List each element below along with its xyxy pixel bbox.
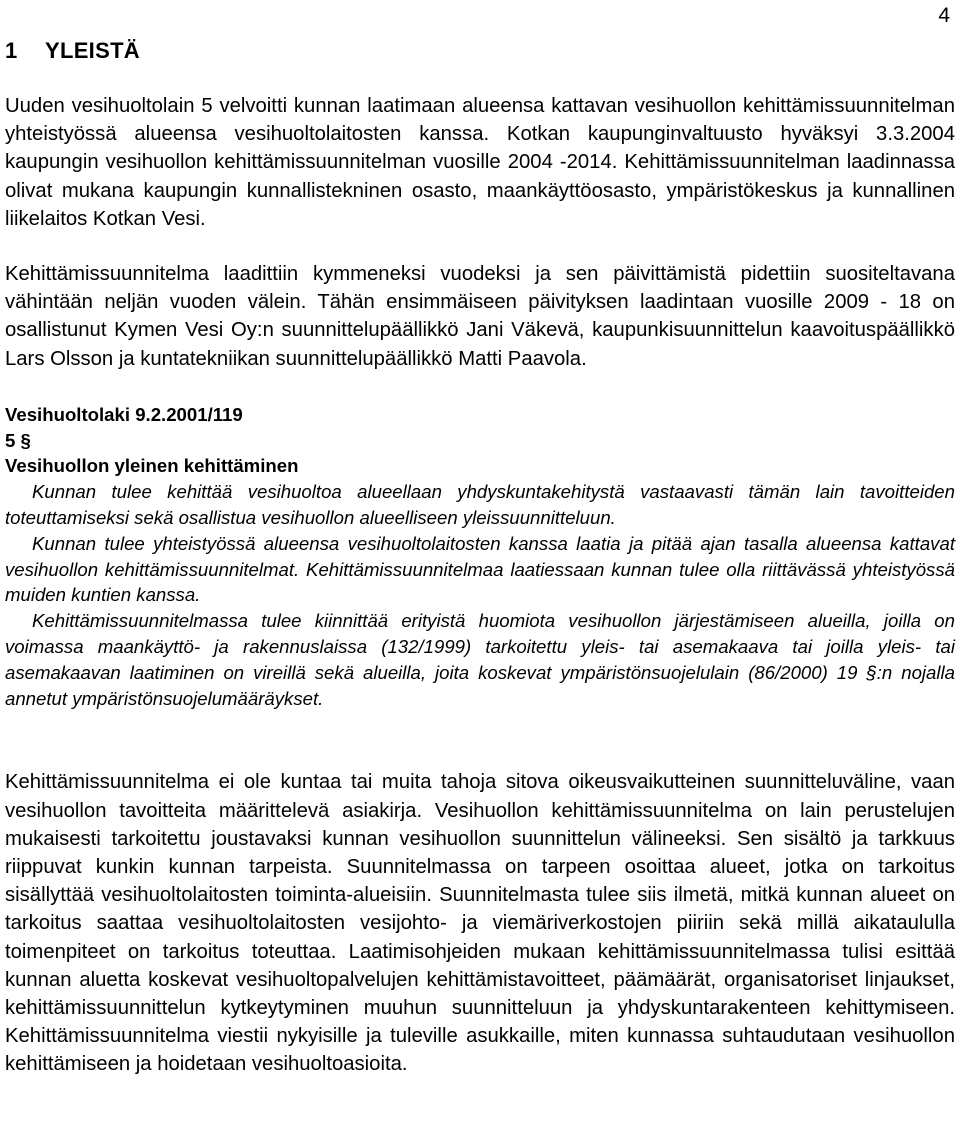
law-title: Vesihuoltolaki 9.2.2001/119: [5, 403, 243, 425]
law-section-number: 5 §: [5, 429, 31, 451]
heading-title: YLEISTÄ: [45, 38, 140, 63]
intro-paragraph: Uuden vesihuoltolain 5 velvoitti kunnan laatimaan alueensa kattavan vesihuollon kehittämissuunnitelman yhteistyössä alueensa vesihuoltolaitosten kanssa. Kotkan kaupunginvaltuusto hyväksyi 3.3.2004 kaupungin vesihuollon kehittämissuunnitelman vuosille 2004 -2014. Kehittämissuunnitelman laadinnassa olivat mukana kaupungin kunnallistekninen osasto, maankäyttöosasto, ympäristökeskus ja kunnallinen liikelaitos Kotkan Vesi.: [5, 95, 955, 230]
update-paragraph: Kehittämissuunnitelma laadittiin kymmeneksi vuodeksi ja sen päivittämistä pidettiin suositeltavana vähintään neljän vuoden välein. Tähän ensimmäiseen päivityksen laadintaan vuosille 2009 - 18 on osallistunut Kymen Vesi Oy:n suunnittelupäällikkö Jani Väkevä, kaupunkisuunnittelun kaavoituspäällikkö Lars Olsson ja kuntatekniikan suunnittelupäällikkö Matti Paavola.: [5, 263, 955, 370]
law-citation: [5, 402, 955, 712]
heading-number: 1: [5, 38, 18, 63]
document-body: [5, 92, 955, 1079]
law-paragraph: Kunnan tulee yhteistyössä alueensa vesihuoltolaitosten kanssa laatia ja pitää ajan tasalla alueensa kattavat vesihuollon kehittämissuunnitelmat. Kehittämissuunnitelmaa laatiessaan kunnan tulee olla riittävässä yhteistyössä muiden kuntien kanssa.: [5, 532, 955, 606]
law-paragraph: Kunnan tulee kehittää vesihuoltoa alueellaan yhdyskuntakehitystä vastaavasti tämän lain tavoitteiden toteuttamiseksi sekä osallistua vesihuollon alueelliseen yleissuunnitteluun.: [5, 481, 955, 529]
section-heading: [5, 38, 140, 64]
law-paragraph: Kehittämissuunnitelmassa tulee kiinnittää erityistä huomiota vesihuollon järjestämiseen alueilla, joilla on voimassa maankäyttö- ja rakennuslaissa (132/1999) tarkoitettu yleis- tai asemakaava tai joilla yleis- tai asemakaavan laatiminen on vireillä sekä alueilla, joita koskevat ympäristönsuojelulain (86/2000) 19 §:n nojalla annetut ympäristönsuojelumääräykset.: [5, 610, 955, 709]
closing-paragraph: Kehittämissuunnitelma ei ole kuntaa tai muita tahoja sitova oikeusvaikutteinen suunnitteluväline, vaan vesihuollon tavoitteita määrittelevä asiakirja. Vesihuollon kehittämissuunnitelma on lain perustelujen mukaisesti tarkoitettu joustavaksi kunnan vesihuollon suunnittelun välineeksi. Sen sisältö ja tarkkuus riippuvat kunkin kunnan tarpeista. Suunnitelmassa on tarpeen osoittaa alueet, jotka on tarkoitus sisällyttää vesihuoltolaitosten toiminta-alueisiin. Suunnitelmasta tulee siis ilmetä, mitkä kunnan alueet on tarkoitus saattaa vesihuoltolaitosten vesijohto- ja viemäriverkostojen piiriin sekä millä aikataululla toimenpiteet on tarkoitus toteuttaa. Laatimisohjeiden mukaan kehittämissuunnitelmassa tulisi esittää kunnan aluetta koskevat vesihuoltopalvelujen kehittämistavoitteet, päämäärät, organisatoriset linjaukset, kehittämissuunnittelun kytkeytyminen muuhun suunnitteluun ja yhdyskuntarakenteen kehittymiseen. Kehittämissuunnitelma viestii nykyisille ja tuleville asukkaille, miten kunnassa suhtaudutaan vesihuollon kehittämiseen ja hoidetaan vesihuoltoasioita.: [5, 771, 955, 1076]
page-number: 4: [938, 4, 950, 27]
law-section-title: Vesihuollon yleinen kehittäminen: [5, 455, 299, 477]
